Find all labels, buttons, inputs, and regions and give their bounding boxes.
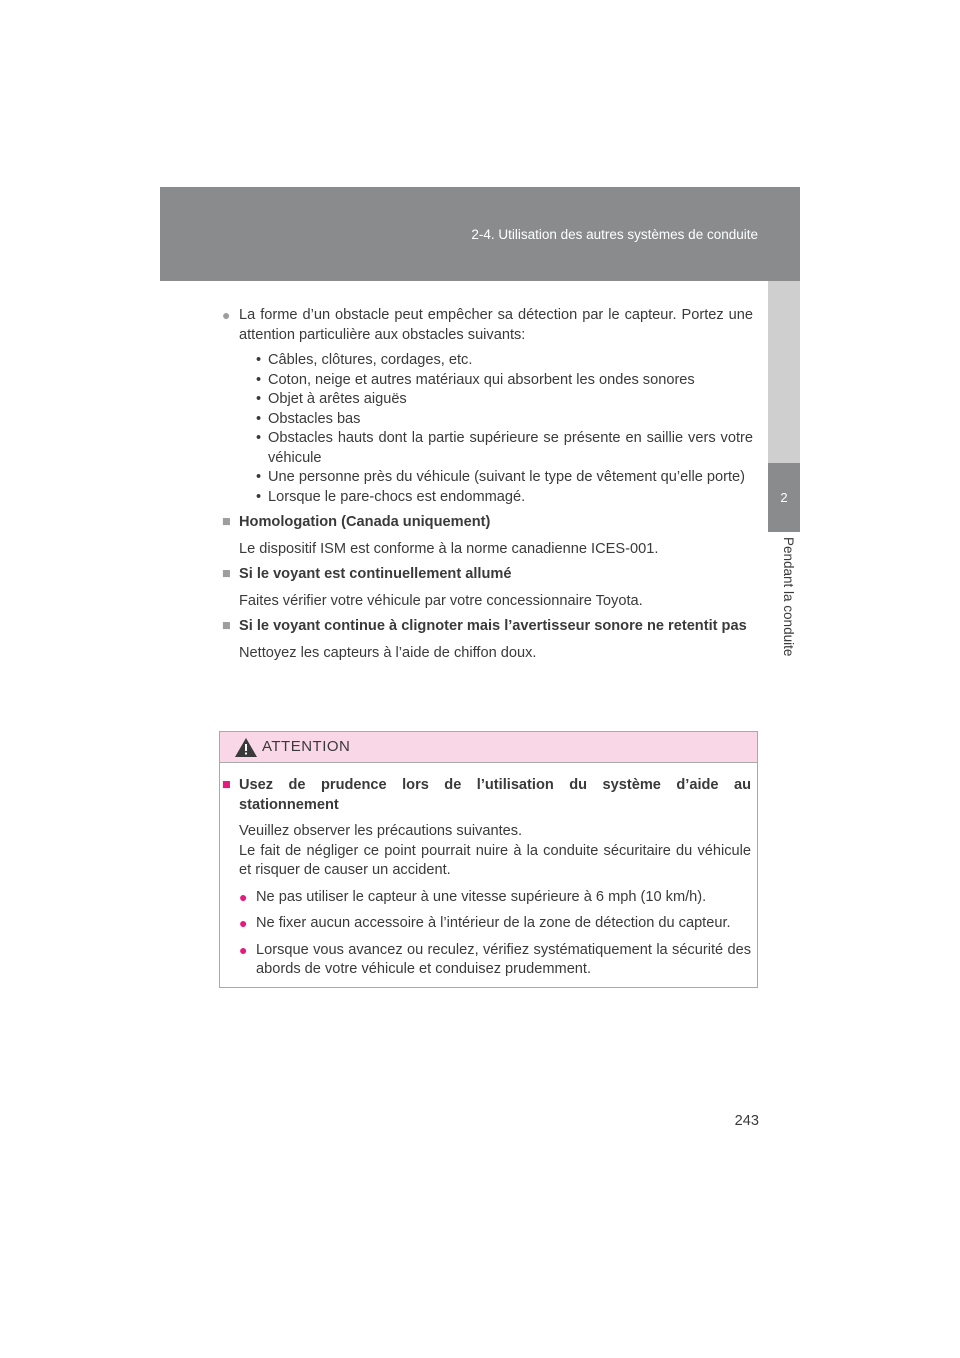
list-item: • Câbles, clôtures, cordages, etc. bbox=[256, 351, 753, 371]
page-number: 243 bbox=[734, 1113, 759, 1129]
circle-bullet-icon: ● bbox=[222, 307, 231, 323]
section-body: Faites vérifier votre véhicule par votre concessionnaire Toyota. bbox=[239, 592, 643, 609]
square-bullet-icon: ■ bbox=[222, 777, 231, 793]
section-voyant-allume bbox=[222, 565, 753, 611]
section-body: Le dispositif ISM est conforme à la norme canadienne ICES-001. bbox=[239, 540, 659, 557]
attention-bullet: ● Ne pas utiliser le capteur à une vitesse supérieure à 6 mph (10 km/h). bbox=[239, 888, 751, 908]
attention-header bbox=[220, 732, 757, 763]
circle-bullet-icon: ● bbox=[239, 941, 248, 958]
attention-title: ATTENTION bbox=[262, 738, 351, 755]
section-heading: ■ Homologation (Canada uniquement) bbox=[222, 513, 753, 533]
attention-body-line: Veuillez observer les précautions suivantes. bbox=[239, 823, 523, 839]
attention-bullet: ● Ne fixer aucun accessoire à l’intérieur de la zone de détection du capteur. bbox=[239, 914, 751, 934]
list-item: • Une personne près du véhicule (suivant le type de vêtement qu’elle porte) bbox=[256, 468, 753, 488]
intro-text: La forme d’un obstacle peut empêcher sa détection par le capteur. Portez une attention particulière aux obstacles suivants: bbox=[239, 307, 753, 343]
chapter-side-label: Pendant la conduite bbox=[781, 537, 796, 657]
section-body: Nettoyez les capteurs à l’aide de chiffon doux. bbox=[239, 644, 537, 661]
circle-bullet-icon: ● bbox=[239, 915, 248, 931]
chapter-header bbox=[160, 187, 800, 281]
square-bullet-icon: ■ bbox=[222, 514, 231, 530]
list-item: • Lorsque le pare-chocs est endommagé. bbox=[256, 488, 753, 508]
attention-heading: ■ Usez de prudence lors de l’utilisation du système d’aide au stationnement bbox=[222, 777, 751, 813]
attention-box bbox=[219, 731, 758, 988]
chapter-tab bbox=[768, 463, 800, 532]
section-heading: ■ Si le voyant est continuellement allumé bbox=[222, 565, 753, 585]
section-homologation bbox=[222, 513, 753, 559]
obstacle-list bbox=[256, 351, 753, 507]
section-voyant-clignote bbox=[222, 617, 753, 663]
main-content bbox=[222, 306, 753, 663]
list-item: • Obstacles bas bbox=[256, 410, 753, 430]
circle-bullet-icon: ● bbox=[239, 888, 248, 905]
attention-body-line: Le fait de négliger ce point pourrait nuire à la conduite sécuritaire du véhicule et risquer de causer un accident. bbox=[239, 842, 751, 878]
chapter-title: 2-4. Utilisation des autres systèmes de conduite bbox=[471, 227, 758, 242]
list-item: • Objet à arêtes aiguës bbox=[256, 390, 753, 410]
intro-paragraph bbox=[222, 306, 753, 345]
attention-body bbox=[222, 822, 751, 881]
warning-triangle-icon bbox=[234, 737, 258, 758]
square-bullet-icon: ■ bbox=[222, 566, 231, 582]
attention-content bbox=[220, 763, 757, 980]
section-heading: ■ Si le voyant continue à clignoter mais l’avertisseur sonore ne retentit pas bbox=[222, 617, 753, 637]
list-item: • Coton, neige et autres matériaux qui absorbent les ondes sonores bbox=[256, 371, 753, 391]
list-item: • Obstacles hauts dont la partie supérieure se présente en saillie vers votre véhicule bbox=[256, 429, 753, 468]
chapter-number: 2 bbox=[780, 490, 788, 505]
attention-bullet: ● Lorsque vous avancez ou reculez, vérifiez systématiquement la sécurité des abords de votre véhicule et conduisez prudemment. bbox=[239, 941, 751, 977]
square-bullet-icon: ■ bbox=[222, 618, 231, 634]
